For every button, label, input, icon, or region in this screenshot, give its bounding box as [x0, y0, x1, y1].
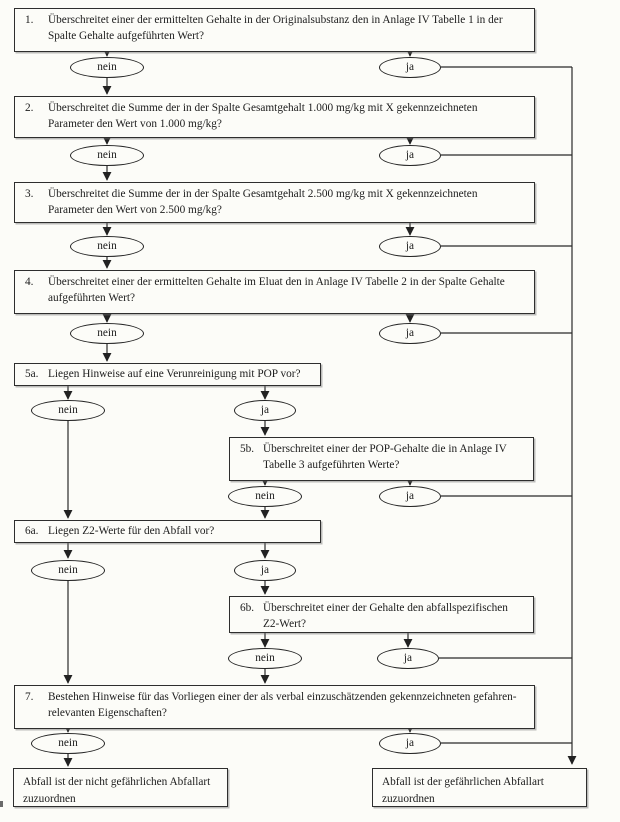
result-box-non-hazardous: Abfall ist der nicht gefährlichen Abfallart zuzuordnen — [13, 768, 228, 807]
decision-7-nein: nein — [31, 733, 105, 754]
decision-3-ja: ja — [379, 236, 441, 257]
decision-5a-nein: nein — [31, 400, 105, 421]
result-box-hazardous: Abfall ist der gefährlichen Abfallart zuzuordnen — [372, 768, 587, 807]
question-text: Überschreitet die Summe der in der Spalte Gesamtgehalt 1.000 mg/kg mit X gekennzeichneten Parameter den Wert von 1.000 mg/kg? — [48, 102, 478, 131]
question-number: 7. — [25, 691, 34, 703]
question-number: 5a. — [25, 368, 39, 380]
question-text: Liegen Z2-Werte für den Abfall vor? — [48, 525, 215, 537]
question-text: Überschreitet die Summe der in der Spalte Gesamtgehalt 2.500 mg/kg mit X gekennzeichneten Parameter den Wert von 2.500 mg/kg? — [48, 188, 478, 217]
question-number: 1. — [25, 14, 34, 26]
question-box-6b — [229, 596, 534, 633]
scan-artifact — [0, 801, 3, 807]
decision-4-ja: ja — [379, 323, 441, 344]
decision-6b-ja: ja — [377, 648, 439, 669]
question-number: 6b. — [240, 602, 255, 614]
decision-5b-ja: ja — [379, 486, 441, 507]
question-text: Überschreitet einer der ermittelten Gehalte im Eluat den in Anlage IV Tabelle 2 in der Spalte Gehalte aufgeführten Wert? — [48, 276, 505, 305]
question-text: Überschreitet einer der Gehalte den abfallspezifischen Z2-Wert? — [263, 602, 508, 631]
question-box-5a — [14, 363, 321, 386]
question-box-2 — [14, 96, 535, 138]
decision-6a-nein: nein — [31, 560, 105, 581]
decision-7-ja: ja — [379, 733, 441, 754]
decision-5b-nein: nein — [228, 486, 302, 507]
decision-6b-nein: nein — [228, 648, 302, 669]
question-box-5b — [229, 437, 534, 481]
decision-4-nein: nein — [70, 323, 144, 344]
question-number: 6a. — [25, 525, 39, 537]
question-box-1 — [14, 8, 535, 52]
question-text: Überschreitet einer der POP-Gehalte die in Anlage IV Tabelle 3 aufgeführten Werte? — [263, 443, 507, 472]
decision-2-ja: ja — [379, 145, 441, 166]
question-box-4 — [14, 270, 535, 314]
decision-5a-ja: ja — [234, 400, 296, 421]
question-box-6a — [14, 520, 321, 543]
decision-1-nein: nein — [70, 57, 144, 78]
question-number: 2. — [25, 102, 34, 114]
question-number: 5b. — [240, 443, 255, 455]
question-number: 4. — [25, 276, 34, 288]
question-text: Überschreitet einer der ermittelten Gehalte in der Originalsubstanz den in Anlage IV Tabelle 1 in der Spalte Gehalte aufgeführten Wert? — [48, 14, 503, 43]
question-text: Liegen Hinweise auf eine Verunreinigung mit POP vor? — [48, 368, 301, 380]
decision-3-nein: nein — [70, 236, 144, 257]
decision-1-ja: ja — [379, 57, 441, 78]
decision-6a-ja: ja — [234, 560, 296, 581]
question-number: 3. — [25, 188, 34, 200]
decision-2-nein: nein — [70, 145, 144, 166]
question-text: Bestehen Hinweise für das Vorliegen einer der als verbal einzuschätzenden gekennzeichneten gefahren-relevanten Eigenschaften? — [48, 691, 517, 720]
question-box-7 — [14, 685, 535, 729]
question-box-3 — [14, 182, 535, 223]
